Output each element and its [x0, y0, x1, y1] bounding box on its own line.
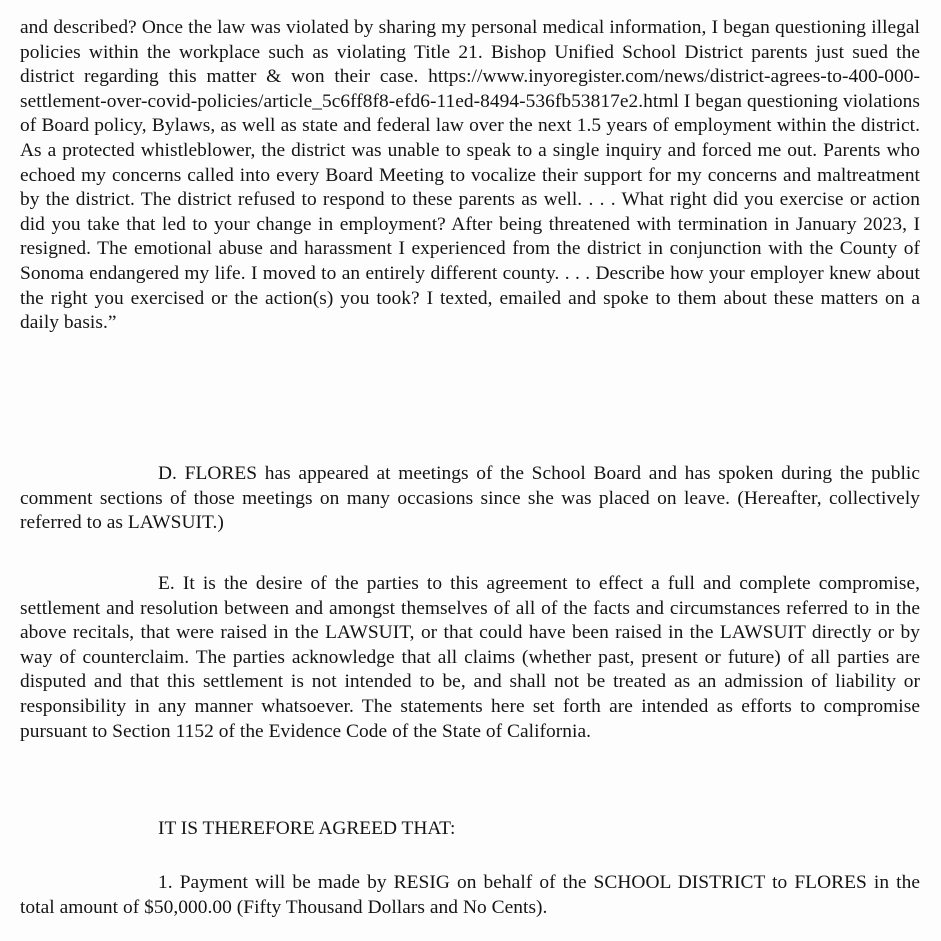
intro-paragraph — [20, 16, 920, 336]
clause-1: 1. Payment will be made by RESIG on behalf of the SCHOOL DISTRICT to FLORES in the total amount of $50,000.00 (Fifty Thousand Dollars and No Cents). — [20, 872, 920, 918]
recital-d: D. FLORES has appeared at meetings of the School Board and has spoken during the public comment sections of those meetings on many occasions since she was placed on leave. (Hereafter, collectively referred to as LAWSUIT.) — [20, 463, 920, 534]
intro-text-before-url: and described? Once the law was violated by sharing my personal medical information, I began questioning illegal policies within the workplace such as violating Title 21. Bishop Unified School District parents just sued the district regarding this matter & won their case. — [20, 17, 920, 88]
intro-text-after-url: I began questioning violations of Board policy, Bylaws, as well as state and federal law over the next 1.5 years of employment within the district. As a protected whistleblower, the district was unable to speak to a single inquiry and forced me out. Parents who echoed my concerns called into every Board Meeting to vocalize their support for my concerns and maltreatment by the district. The district refused to respond to these parents as well. . . . What right did you exercise or action did you take that led to your change in employment? After being threatened with termination in January 2023, I resigned. The emotional abuse and harassment I experienced from the district in conjunction with the County of Sonoma endangered my life. I moved to an entirely different county. . . . Describe how your employer knew about the right you exercised or the action(s) you took? I texted, emailed and spoke to them about these matters on a daily basis.” — [20, 90, 920, 334]
agreement-heading: IT IS THEREFORE AGREED THAT: — [158, 818, 456, 839]
news-url: https://www.inyoregister.com/news/district-agrees-to-400-000-settlement-over-covid-policies/article_5c6ff8f8-efd6-11ed-8494-536fb53817e2.html — [20, 66, 920, 112]
recital-e: E. It is the desire of the parties to this agreement to effect a full and complete compromise, settlement and resolution between and amongst themselves of all of the facts and circumstances referred to in the above recitals, that were raised in the LAWSUIT, or that could have been raised in the LAWSUIT directly or by way of counterclaim. The parties acknowledge that all claims (whether past, present or future) of all parties are disputed and that this settlement is not intended to be, and shall not be treated as an admission of liability or responsibility in any manner whatsoever. The statements here set forth are intended as efforts to compromise pursuant to Section 1152 of the Evidence Code of the State of California. — [20, 573, 920, 742]
